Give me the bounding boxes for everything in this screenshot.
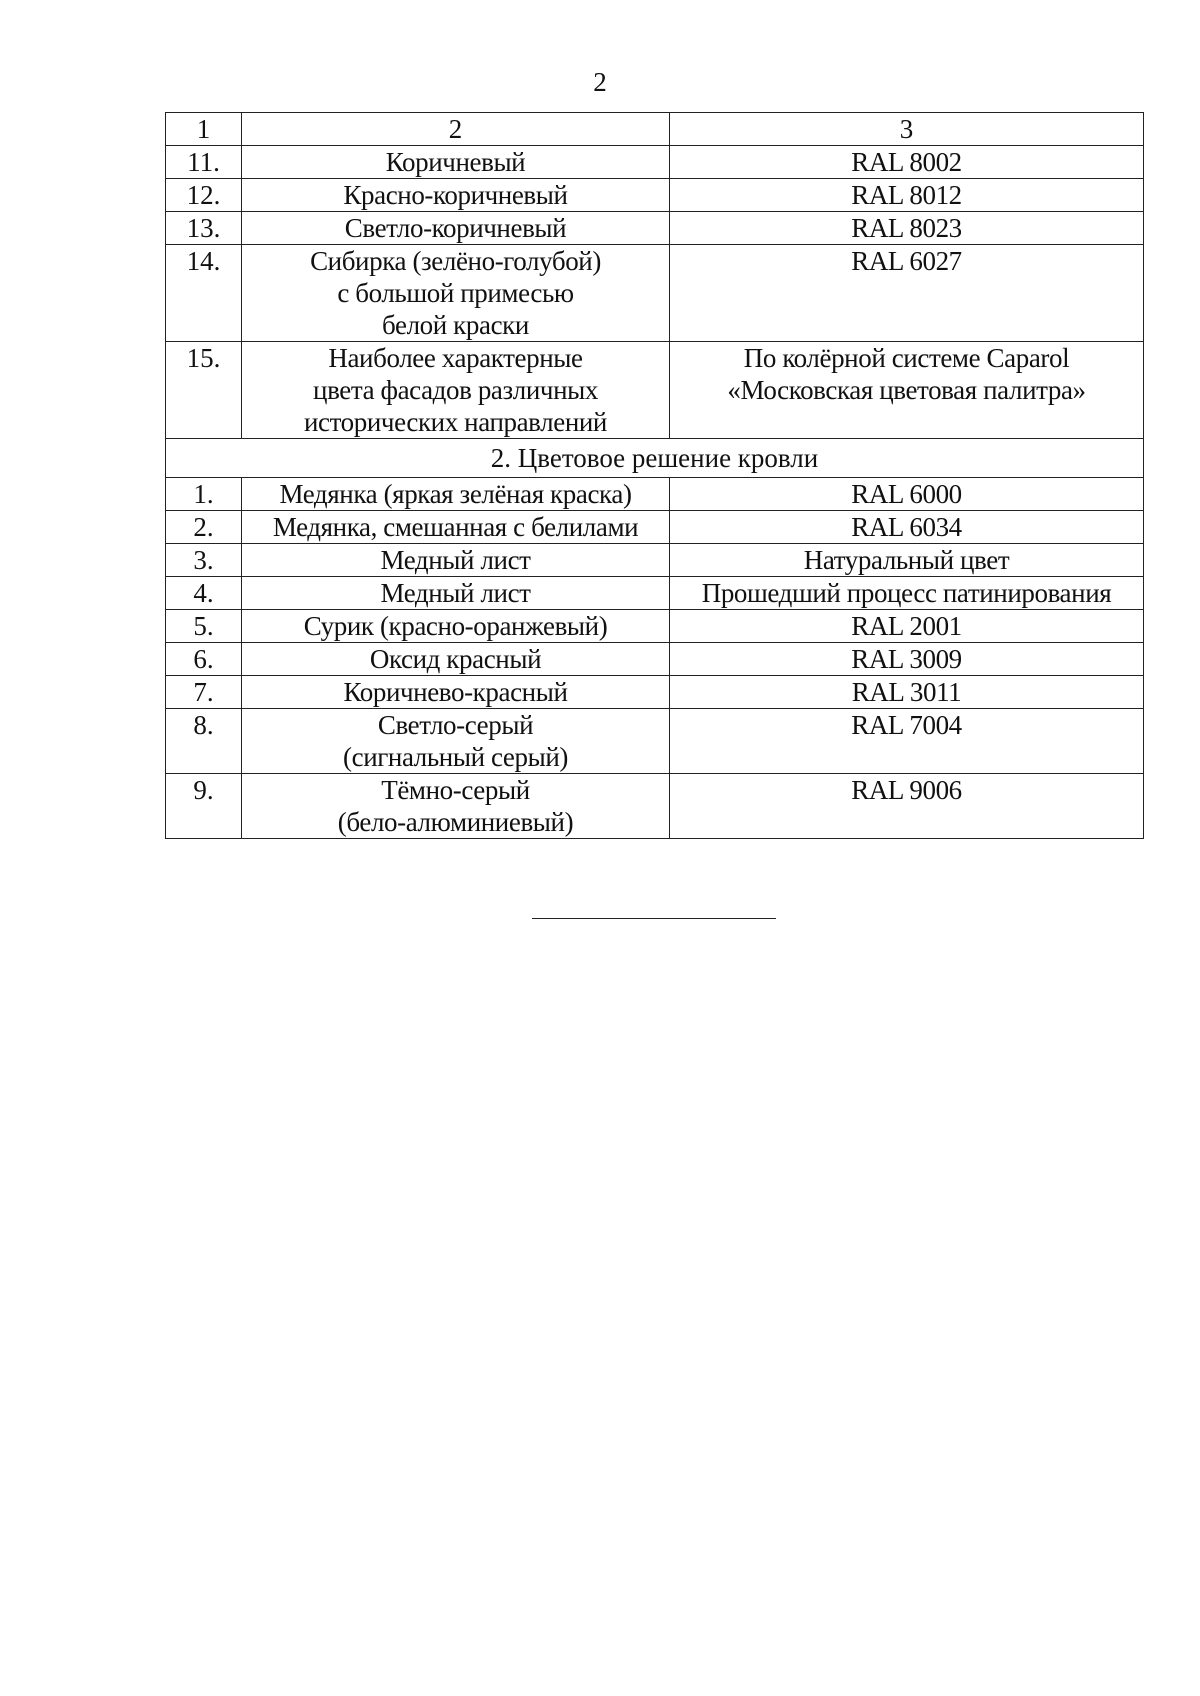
- color-name-cell: [242, 774, 670, 839]
- color-name-cell: [242, 245, 670, 342]
- table-row: [166, 146, 1144, 179]
- color-code-line: «Московская цветовая палитра»: [727, 375, 1086, 405]
- color-table: [165, 112, 1144, 839]
- color-name-line: Медный лист: [380, 578, 531, 608]
- color-code-cell: [670, 342, 1144, 439]
- row-number-cell: 7.: [166, 676, 242, 709]
- color-code-line: RAL 3011: [851, 677, 962, 707]
- color-name-line: Светло-серый: [377, 710, 534, 740]
- color-name-line: (бело-алюминиевый): [337, 807, 574, 837]
- color-code-cell: [670, 643, 1144, 676]
- color-table-body: [166, 113, 1144, 839]
- color-name-line: цвета фасадов различных: [313, 375, 598, 405]
- color-code-line: RAL 9006: [851, 775, 962, 805]
- color-code-line: RAL 6000: [851, 479, 962, 509]
- color-name-cell: [242, 511, 670, 544]
- page-number: 2: [593, 67, 607, 97]
- row-number-cell: 8.: [166, 709, 242, 774]
- table-row: [166, 478, 1144, 511]
- row-number-cell: 1.: [166, 478, 242, 511]
- color-name-line: Медянка (яркая зелёная краска): [279, 479, 632, 509]
- color-name-cell: [242, 676, 670, 709]
- row-number-cell: 9.: [166, 774, 242, 839]
- footer-rule: [532, 918, 776, 919]
- table-row: [166, 577, 1144, 610]
- row-number-cell: 5.: [166, 610, 242, 643]
- table-row: [166, 544, 1144, 577]
- row-number-cell: 13.: [166, 212, 242, 245]
- color-name-cell: [242, 709, 670, 774]
- color-code-cell: [670, 577, 1144, 610]
- color-code-line: RAL 8002: [851, 147, 962, 177]
- color-code-cell: [670, 212, 1144, 245]
- color-code-cell: [670, 709, 1144, 774]
- color-name-line: Сибирка (зелёно-голубой): [310, 246, 601, 276]
- color-code-cell: [670, 245, 1144, 342]
- color-code-line: По колёрной системе Caparol: [743, 343, 1070, 373]
- color-name-line: Медянка, смешанная с белилами: [272, 512, 639, 542]
- color-name-line: Наиболее характерные: [328, 343, 583, 373]
- color-code-line: RAL 6034: [851, 512, 962, 542]
- color-name-cell: [242, 342, 670, 439]
- row-number-cell: 3.: [166, 544, 242, 577]
- color-name-cell: [242, 179, 670, 212]
- row-number-cell: 14.: [166, 245, 242, 342]
- row-number-cell: 6.: [166, 643, 242, 676]
- color-name-line: Оксид красный: [369, 644, 542, 674]
- color-name-line: исторических направлений: [304, 407, 607, 437]
- color-name-line: (сигнальный серый): [343, 742, 568, 772]
- color-code-line: Прошедший процесс патинирования: [701, 578, 1112, 608]
- row-number-cell: 4.: [166, 577, 242, 610]
- color-name-cell: [242, 146, 670, 179]
- table-row: [166, 342, 1144, 439]
- row-number-cell: 2.: [166, 511, 242, 544]
- color-name-cell: [242, 577, 670, 610]
- table-row: [166, 774, 1144, 839]
- color-name-cell: [242, 610, 670, 643]
- color-code-cell: [670, 676, 1144, 709]
- color-name-cell: [242, 478, 670, 511]
- color-code-line: RAL 8023: [851, 213, 962, 243]
- color-code-cell: [670, 610, 1144, 643]
- table-row: [166, 676, 1144, 709]
- color-name-line: Тёмно-серый: [381, 775, 530, 805]
- color-name-line: белой краски: [382, 310, 529, 340]
- color-name-line: Сурик (красно-оранжевый): [303, 611, 608, 641]
- color-code-cell: [670, 511, 1144, 544]
- color-code-cell: [670, 179, 1144, 212]
- color-code-cell: [670, 544, 1144, 577]
- color-code-cell: [670, 478, 1144, 511]
- color-code-line: Натуральный цвет: [803, 545, 1010, 575]
- color-name-cell: [242, 643, 670, 676]
- header-cell-2: 2: [242, 113, 670, 146]
- row-number-cell: 12.: [166, 179, 242, 212]
- color-name-line: Коричневый: [385, 147, 526, 177]
- color-code-line: RAL 8012: [851, 180, 962, 210]
- header-cell-3: 3: [670, 113, 1144, 146]
- table-row: [166, 709, 1144, 774]
- color-name-line: Коричнево-красный: [343, 677, 568, 707]
- header-cell-1: 1: [166, 113, 242, 146]
- section-title: 2. Цветовое решение кровли: [166, 439, 1144, 478]
- color-name-line: с большой примесью: [337, 278, 574, 308]
- color-name-line: Медный лист: [380, 545, 531, 575]
- table-row: [166, 511, 1144, 544]
- row-number-cell: 15.: [166, 342, 242, 439]
- color-name-line: Красно-коричневый: [343, 180, 568, 210]
- color-code-line: RAL 2001: [851, 611, 962, 641]
- color-name-cell: [242, 212, 670, 245]
- table-row: [166, 212, 1144, 245]
- color-code-line: RAL 3009: [851, 644, 962, 674]
- row-number-cell: 11.: [166, 146, 242, 179]
- table-row: [166, 643, 1144, 676]
- table-row: [166, 610, 1144, 643]
- color-code-cell: [670, 774, 1144, 839]
- color-name-line: Светло-коричневый: [344, 213, 567, 243]
- color-code-cell: [670, 146, 1144, 179]
- table-header-row: [166, 113, 1144, 146]
- color-code-line: RAL 6027: [851, 246, 962, 276]
- color-code-line: RAL 7004: [851, 710, 962, 740]
- table-row: [166, 179, 1144, 212]
- color-name-cell: [242, 544, 670, 577]
- table-row: [166, 245, 1144, 342]
- section-header-row: [166, 439, 1144, 478]
